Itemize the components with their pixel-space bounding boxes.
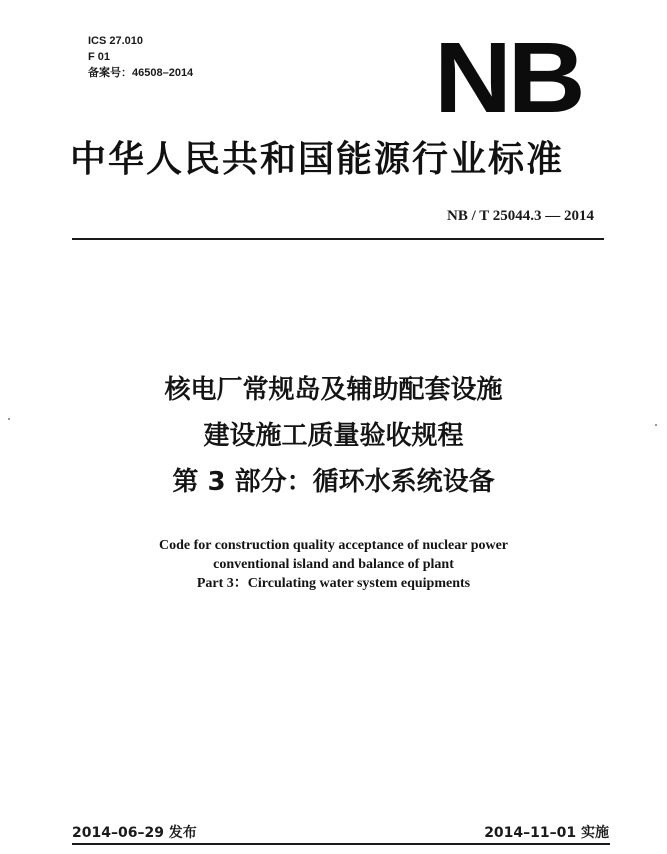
scan-speck [655, 424, 657, 426]
english-title-line-2: conventional island and balance of plant [213, 557, 454, 572]
english-title-line-1: Code for construction quality acceptance of nuclear power [158, 538, 509, 553]
classification-code: F 01 [88, 51, 111, 63]
standard-number: NB / T 25044.3 — 2014 [447, 208, 594, 224]
standard-category-title: 中华人民共和国能源行业标准 [70, 139, 565, 180]
issue-date: 2014–06–29 发布 [72, 825, 197, 841]
record-number: 备案号：46508–2014 [88, 67, 194, 79]
footer-divider [72, 843, 610, 845]
english-title-line-3: Part 3：Circulating water system equipments [196, 576, 471, 591]
chinese-title-line-1: 核电厂常规岛及辅助配套设施 [164, 375, 503, 405]
chinese-title-line-3: 第 3 部分：循环水系统设备 [172, 467, 495, 497]
scan-speck [8, 418, 10, 420]
ics-code: ICS 27.010 [88, 35, 144, 47]
nb-logo: NB [434, 22, 582, 134]
chinese-title-line-2: 建设施工质量验收规程 [203, 421, 464, 451]
header-divider [72, 238, 604, 240]
implementation-date: 2014–11–01 实施 [484, 825, 609, 841]
